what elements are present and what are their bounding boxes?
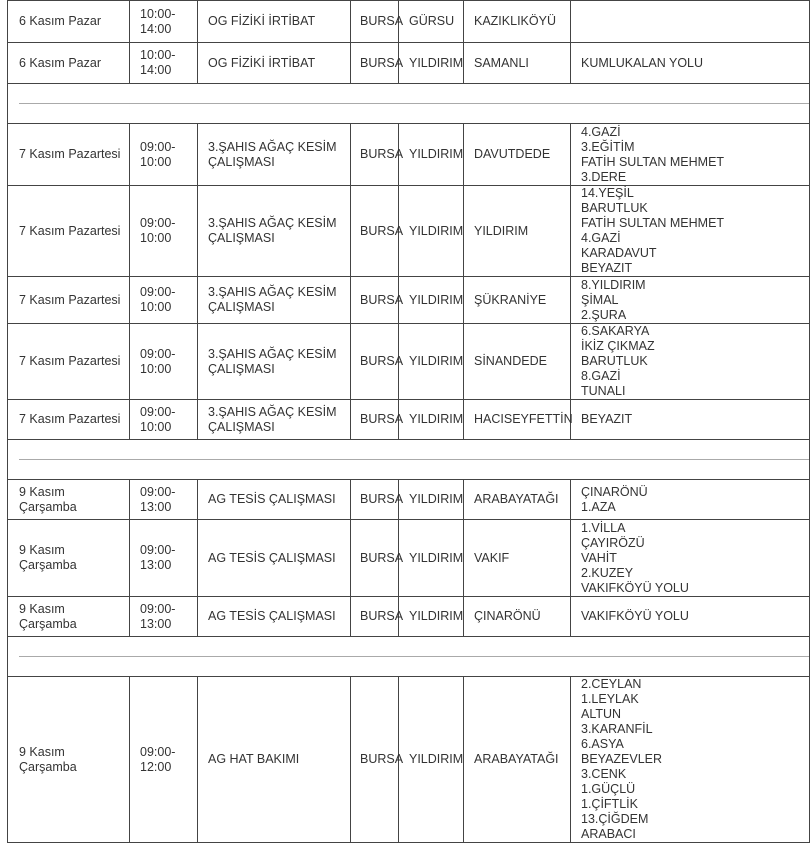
separator-line: [19, 459, 809, 460]
time-cell: 09:00-10:00: [130, 277, 198, 324]
city-cell: BURSA: [351, 520, 399, 597]
neighborhood-cell: ÇINARÖNÜ: [464, 597, 571, 637]
work-type-cell: OG FİZİKİ İRTİBAT: [198, 1, 351, 43]
street-name: 1.AZA: [581, 499, 616, 514]
date-cell: 7 Kasım Pazartesi: [8, 324, 130, 400]
table-row: [8, 324, 810, 400]
city-cell: BURSA: [351, 43, 399, 84]
district-cell: YILDIRIM: [399, 324, 464, 400]
work-type-cell: 3.ŞAHIS AĞAÇ KESİM ÇALIŞMASI: [198, 324, 351, 400]
time-cell: 10:00-14:00: [130, 43, 198, 84]
neighborhood-cell: YILDIRIM: [464, 186, 571, 277]
neighborhood-cell: ŞÜKRANİYE: [464, 277, 571, 324]
city-cell: BURSA: [351, 124, 399, 186]
city-cell: BURSA: [351, 597, 399, 637]
street-name: 1.LEYLAK: [581, 692, 639, 706]
street-name: VAKIFKÖYÜ YOLU: [581, 580, 689, 595]
street-name: 3.CENK: [581, 767, 627, 781]
table-row: [8, 597, 810, 637]
work-type-cell: 3.ŞAHIS AĞAÇ KESİM ÇALIŞMASI: [198, 186, 351, 277]
date-cell: 7 Kasım Pazartesi: [8, 124, 130, 186]
table-row: [8, 124, 810, 186]
neighborhood-cell: SİNANDEDE: [464, 324, 571, 400]
streets-cell: [571, 677, 810, 843]
neighborhood-cell: DAVUTDEDE: [464, 124, 571, 186]
street-name: 8.GAZİ: [581, 369, 621, 383]
neighborhood-cell: HACISEYFETTİN: [464, 400, 571, 440]
city-cell: BURSA: [351, 186, 399, 277]
street-name: FATİH SULTAN MEHMET: [581, 154, 725, 169]
street-name: 13.ÇİĞDEM: [581, 812, 649, 826]
street-name: ŞİMAL: [581, 292, 619, 307]
time-cell: 09:00-13:00: [130, 480, 198, 520]
date-cell: 6 Kasım Pazar: [8, 1, 130, 43]
table-row: [8, 277, 810, 324]
time-cell: 09:00-10:00: [130, 324, 198, 400]
street-name: 6.ASYA: [581, 737, 624, 751]
street-name: 4.GAZİ: [581, 231, 621, 245]
time-cell: 10:00-14:00: [130, 1, 198, 43]
neighborhood-cell: SAMANLI: [464, 43, 571, 84]
streets-cell: [571, 520, 810, 597]
street-name: BEYAZIT: [581, 412, 633, 426]
time-cell: 09:00-10:00: [130, 186, 198, 277]
neighborhood-cell: ARABAYATAĞI: [464, 480, 571, 520]
date-cell: 6 Kasım Pazar: [8, 43, 130, 84]
work-type-cell: AG TESİS ÇALIŞMASI: [198, 480, 351, 520]
streets-cell: [571, 277, 810, 324]
streets-cell: [571, 43, 810, 84]
district-cell: YILDIRIM: [399, 480, 464, 520]
city-cell: BURSA: [351, 1, 399, 43]
district-cell: YILDIRIM: [399, 400, 464, 440]
street-name: 4.GAZİ: [581, 124, 621, 139]
street-name: VAKIFKÖYÜ YOLU: [581, 609, 689, 623]
street-name: 2.CEYLAN: [581, 677, 642, 691]
streets-cell: [571, 324, 810, 400]
table-row: [8, 400, 810, 440]
street-name: 6.SAKARYA: [581, 324, 650, 338]
neighborhood-cell: KAZIKLIKÖYÜ: [464, 1, 571, 43]
street-name: 3.EĞİTİM: [581, 139, 635, 154]
table-row: [8, 677, 810, 843]
time-cell: 09:00-10:00: [130, 400, 198, 440]
city-cell: BURSA: [351, 400, 399, 440]
street-name: KARADAVUT: [581, 246, 657, 260]
streets-cell: [571, 124, 810, 186]
district-cell: YILDIRIM: [399, 43, 464, 84]
date-cell: 9 Kasım Çarşamba: [8, 677, 130, 843]
district-cell: YILDIRIM: [399, 597, 464, 637]
date-cell: 7 Kasım Pazartesi: [8, 277, 130, 324]
table-row: [8, 43, 810, 84]
street-name: BEYAZIT: [581, 261, 633, 275]
date-cell: 9 Kasım Çarşamba: [8, 480, 130, 520]
street-name: BARUTLUK: [581, 354, 648, 368]
street-name: ARABACI: [581, 827, 636, 841]
table-row: [8, 186, 810, 277]
street-name: 1.ÇİFTLİK: [581, 797, 638, 811]
separator-row: [8, 440, 810, 480]
neighborhood-cell: ARABAYATAĞI: [464, 677, 571, 843]
streets-cell: [571, 400, 810, 440]
streets-cell: [571, 480, 810, 520]
streets-cell: [571, 597, 810, 637]
street-name: BEYAZEVLER: [581, 752, 663, 766]
street-name: 8.YILDIRIM: [581, 277, 646, 292]
work-type-cell: AG HAT BAKIMI: [198, 677, 351, 843]
district-cell: YILDIRIM: [399, 186, 464, 277]
table-row: [8, 480, 810, 520]
street-name: FATİH SULTAN MEHMET: [581, 216, 725, 230]
street-name: BARUTLUK: [581, 201, 648, 215]
street-name: 3.DERE: [581, 169, 627, 184]
separator-cell: [8, 637, 810, 677]
street-name: İKİZ ÇIKMAZ: [581, 339, 655, 353]
separator-line: [19, 103, 809, 104]
time-cell: 09:00-10:00: [130, 124, 198, 186]
date-cell: 7 Kasım Pazartesi: [8, 400, 130, 440]
city-cell: BURSA: [351, 677, 399, 843]
work-type-cell: 3.ŞAHIS AĞAÇ KESİM ÇALIŞMASI: [198, 400, 351, 440]
street-name: 2.ŞURA: [581, 307, 627, 322]
street-name: TUNALI: [581, 384, 626, 398]
work-type-cell: 3.ŞAHIS AĞAÇ KESİM ÇALIŞMASI: [198, 124, 351, 186]
city-cell: BURSA: [351, 277, 399, 324]
table-row: [8, 1, 810, 43]
date-cell: 7 Kasım Pazartesi: [8, 186, 130, 277]
work-type-cell: 3.ŞAHIS AĞAÇ KESİM ÇALIŞMASI: [198, 277, 351, 324]
district-cell: GÜRSU: [399, 1, 464, 43]
street-name: 1.VİLLA: [581, 520, 626, 535]
street-name: VAHİT: [581, 550, 617, 565]
district-cell: YILDIRIM: [399, 677, 464, 843]
streets-cell: [571, 1, 810, 43]
street-name: KUMLUKALAN YOLU: [581, 55, 704, 70]
separator-row: [8, 637, 810, 677]
street-name: ÇAYIRÖZÜ: [581, 535, 645, 550]
date-cell: 9 Kasım Çarşamba: [8, 597, 130, 637]
neighborhood-cell: VAKIF: [464, 520, 571, 597]
streets-cell: [571, 186, 810, 277]
street-name: ÇINARÖNÜ: [581, 484, 648, 499]
work-type-cell: AG TESİS ÇALIŞMASI: [198, 597, 351, 637]
table-row: [8, 520, 810, 597]
time-cell: 09:00-13:00: [130, 597, 198, 637]
street-name: 1.GÜÇLÜ: [581, 782, 636, 796]
street-name: 14.YEŞİL: [581, 186, 634, 200]
district-cell: YILDIRIM: [399, 124, 464, 186]
city-cell: BURSA: [351, 324, 399, 400]
time-cell: 09:00-13:00: [130, 520, 198, 597]
street-name: 2.KUZEY: [581, 565, 634, 580]
district-cell: YILDIRIM: [399, 277, 464, 324]
date-cell: 9 Kasım Çarşamba: [8, 520, 130, 597]
outage-schedule-table: [7, 0, 810, 843]
separator-cell: [8, 440, 810, 480]
street-name: 3.KARANFİL: [581, 722, 653, 736]
work-type-cell: OG FİZİKİ İRTİBAT: [198, 43, 351, 84]
time-cell: 09:00-12:00: [130, 677, 198, 843]
separator-line: [19, 656, 809, 657]
work-type-cell: AG TESİS ÇALIŞMASI: [198, 520, 351, 597]
separator-cell: [8, 84, 810, 124]
table-body: [8, 1, 810, 843]
separator-row: [8, 84, 810, 124]
city-cell: BURSA: [351, 480, 399, 520]
street-name: ALTUN: [581, 707, 622, 721]
district-cell: YILDIRIM: [399, 520, 464, 597]
